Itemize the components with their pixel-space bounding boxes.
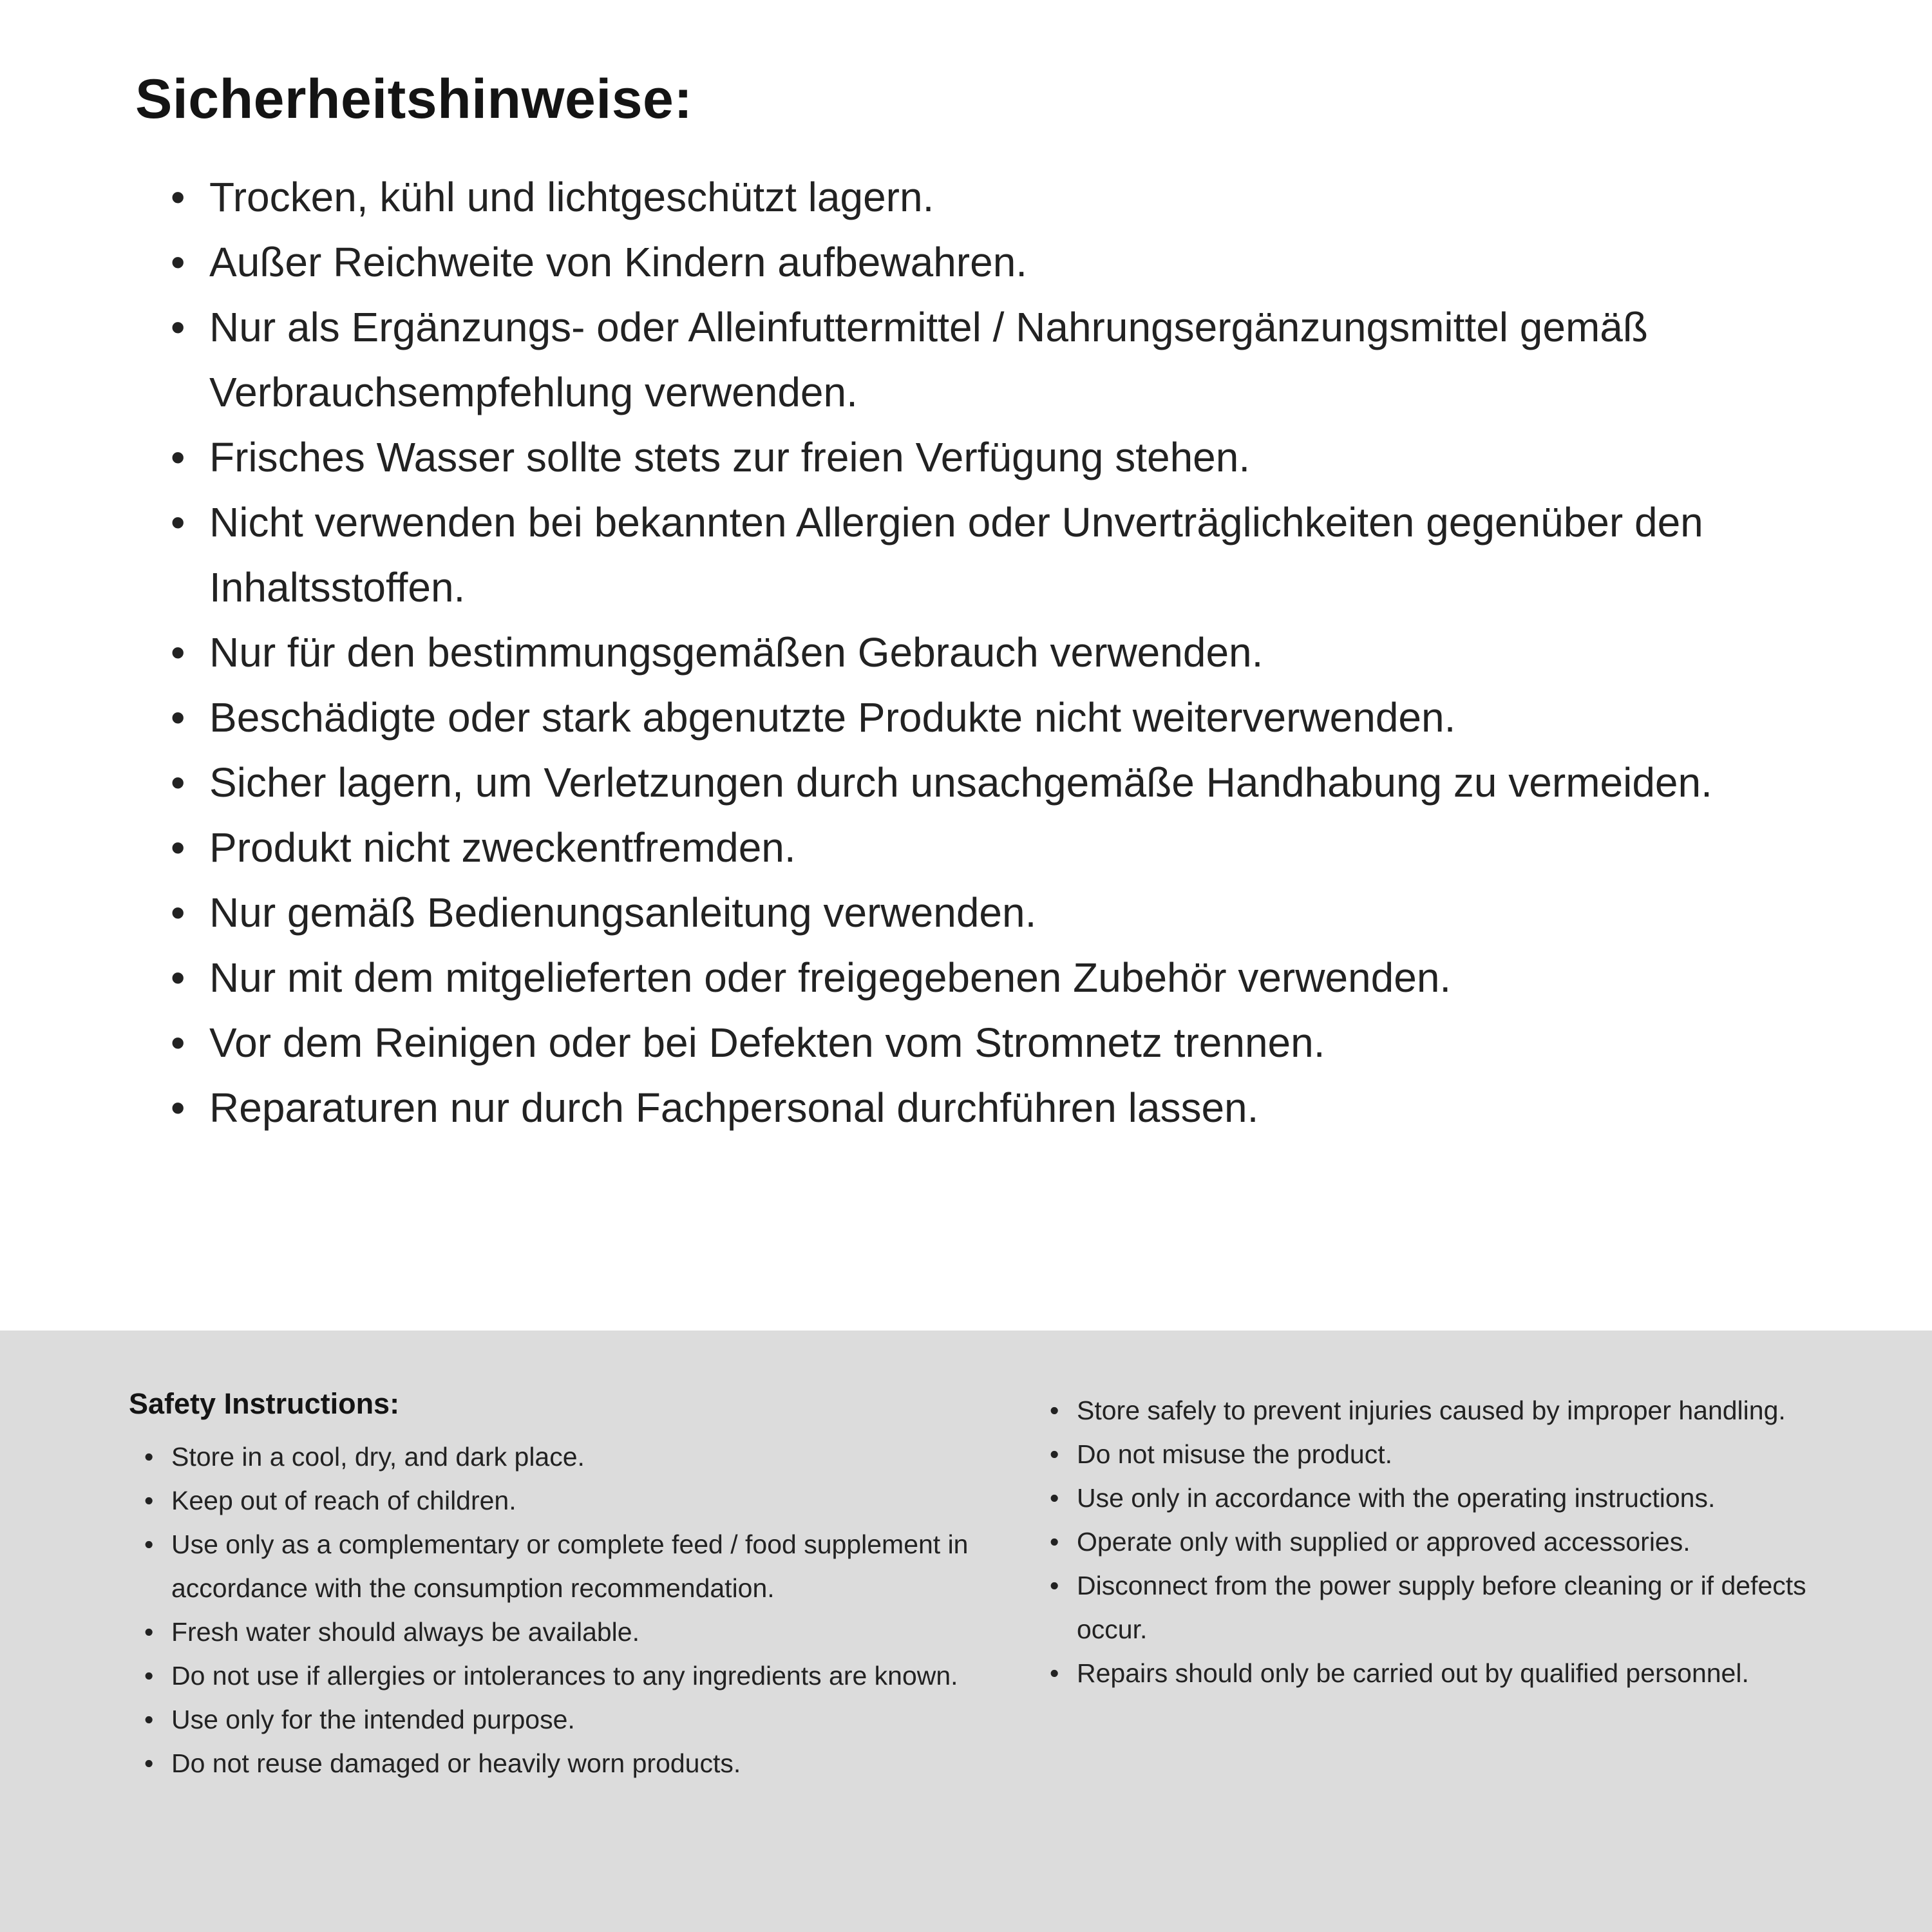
list-item: • Nicht verwenden bei bekannten Allergien oder Unverträglichkeiten gegenüber den Inhaltsstoffen. — [171, 490, 1726, 620]
list-item: • Beschädigte oder stark abgenutzte Produkte nicht weiterverwenden. — [171, 685, 1726, 750]
list-item: • Use only in accordance with the operating instructions. — [1050, 1476, 1823, 1520]
list-item: • Nur für den bestimmungsgemäßen Gebrauch verwenden. — [171, 620, 1726, 685]
list-item: • Nur gemäß Bedienungsanleitung verwenden. — [171, 880, 1726, 945]
english-instructions-list-left — [129, 1435, 979, 1785]
list-item: • Vor dem Reinigen oder bei Defekten vom Stromnetz trennen. — [171, 1010, 1726, 1075]
list-item: • Use only for the intended purpose. — [144, 1698, 979, 1741]
english-right-column — [1050, 1387, 1823, 1932]
list-item: • Do not use if allergies or intolerances to any ingredients are known. — [144, 1654, 979, 1698]
list-item: • Operate only with supplied or approved accessories. — [1050, 1520, 1823, 1564]
list-item: • Außer Reichweite von Kindern aufbewahren. — [171, 230, 1726, 295]
list-item: • Repairs should only be carried out by qualified personnel. — [1050, 1651, 1823, 1695]
list-item: • Trocken, kühl und lichtgeschützt lagern. — [171, 165, 1726, 230]
english-left-column — [129, 1387, 979, 1932]
list-item: • Do not misuse the product. — [1050, 1432, 1823, 1476]
list-item: • Frisches Wasser sollte stets zur freien Verfügung stehen. — [171, 425, 1726, 490]
english-section-title: Safety Instructions: — [129, 1387, 400, 1420]
list-item: • Sicher lagern, um Verletzungen durch unsachgemäße Handhabung zu vermeiden. — [171, 750, 1726, 815]
list-item: • Reparaturen nur durch Fachpersonal durchführen lassen. — [171, 1075, 1726, 1141]
list-item: • Store safely to prevent injuries caused by improper handling. — [1050, 1388, 1823, 1432]
english-section — [0, 1331, 1932, 1932]
list-item: • Nur als Ergänzungs- oder Alleinfuttermittel / Nahrungsergänzungsmittel gemäß Verbrauchsempfehlung verwenden. — [171, 295, 1726, 425]
list-item: • Disconnect from the power supply before cleaning or if defects occur. — [1050, 1564, 1823, 1651]
german-instructions-list — [135, 165, 1726, 1141]
list-item: • Produkt nicht zweckentfremden. — [171, 815, 1726, 880]
list-item: • Nur mit dem mitgelieferten oder freigegebenen Zubehör verwenden. — [171, 945, 1726, 1010]
list-item: • Do not reuse damaged or heavily worn products. — [144, 1741, 979, 1785]
list-item: • Fresh water should always be available. — [144, 1610, 979, 1654]
list-item: • Keep out of reach of children. — [144, 1479, 979, 1522]
english-instructions-list-right — [1050, 1388, 1823, 1695]
list-item: • Store in a cool, dry, and dark place. — [144, 1435, 979, 1479]
list-item: • Use only as a complementary or complete feed / food supplement in accordance with the consumption recommendation. — [144, 1522, 979, 1610]
german-section-title: Sicherheitshinweise: — [135, 68, 693, 130]
